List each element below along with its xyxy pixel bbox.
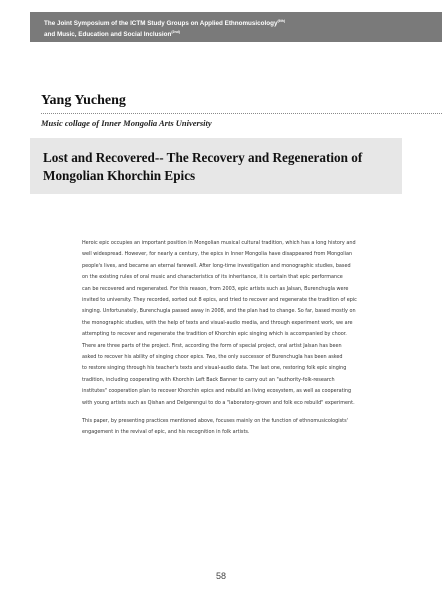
abstract-line: well widespread. However, for nearly a century, the epics in Inner Mongolia have disappeared from Mongolian bbox=[82, 251, 353, 258]
abstract-paragraph-1 bbox=[82, 238, 382, 409]
abstract-line: singing. Unfortunately, Burenchugla passed away in 2008, and the plan had to change. So far, based mostly on bbox=[82, 308, 356, 315]
abstract-paragraph-2 bbox=[82, 416, 382, 439]
abstract-line: the monographic studies, with the help of texts and visual-audio media, and through experiment work, we are bbox=[82, 319, 353, 326]
dotted-divider bbox=[41, 113, 442, 114]
abstract-line: to restore singing through his teacher's texts and visual-audio data. The last one, restoring folk epic singing bbox=[82, 365, 347, 372]
author-name: Yang Yucheng bbox=[41, 93, 126, 108]
conference-edition-sup-2: (2nd) bbox=[171, 30, 180, 35]
abstract-line: on the existing rules of oral music and characteristics of its inheritance, it is certain that epic performance bbox=[82, 274, 343, 281]
conference-header-line2 bbox=[44, 28, 424, 39]
conference-edition-sup: (6th) bbox=[277, 19, 286, 23]
abstract-line: institutes" cooperation plan to recover Khorchin epics and rebuild an living ecosystem, as well as cooperating bbox=[82, 388, 352, 395]
abstract-line: Heroic epic occupies an important position in Mongolian musical cultural tradition, which has a long history and bbox=[82, 240, 356, 246]
conference-header-line1 bbox=[44, 17, 424, 28]
abstract-line: There are three parts of the project. First, according the form of special project, oral artist Jalsan has been bbox=[82, 342, 342, 349]
conference-header-line2-text: and Music, Education and Social Inclusion bbox=[44, 31, 172, 39]
page-number: 58 bbox=[215, 571, 226, 581]
conference-header bbox=[44, 17, 424, 39]
author-affiliation: Music collage of Inner Mongolia Arts University bbox=[41, 118, 212, 128]
abstract-line: with young artists such as Qishan and Delgerengui to do a "laboratory-grown and folk eco rebuild" experiment. bbox=[82, 399, 355, 406]
paper-title-line1: Lost and Recovered-- The Recovery and Regeneration of bbox=[43, 150, 363, 165]
abstract-line: engagement in the revival of epic, and his recognition in folk artists. bbox=[82, 429, 250, 436]
header-bar bbox=[30, 12, 442, 42]
abstract-line: can be recovered and regenerated. For this reason, from 2003, epic artists such as Jalsan, Burenchugla were bbox=[82, 285, 349, 292]
abstract-line: asked to recover his ability of singing choor epics. Two, the only successor of Burenchugla has been asked bbox=[82, 354, 343, 361]
abstract-line: people's lives, and became an eternal farewell. After long-time investigation and monographic studies, based bbox=[82, 262, 351, 269]
title-box bbox=[30, 138, 402, 194]
paper-title-line2: Mongolian Khorchin Epics bbox=[43, 168, 196, 183]
conference-header-line1-text: The Joint Symposium of the ICTM Study Groups on Applied Ethnomusicology bbox=[44, 20, 278, 28]
abstract-line: attempting to recover and regenerate the tradition of Khorchin epic singing which is accompanied by choor. bbox=[82, 331, 347, 338]
abstract-line: invited to university. They recorded, sorted out 8 epics, and tried to recover and regenerate the tradition of epic bbox=[82, 297, 357, 304]
abstract-line: This paper, by presenting practices mentioned above, focuses mainly on the function of ethnomusicologists' bbox=[82, 418, 348, 424]
abstract-line: tradition, including cooperating with Khorchin Left Back Banner to carry out an "authority-folk-research bbox=[82, 376, 335, 383]
